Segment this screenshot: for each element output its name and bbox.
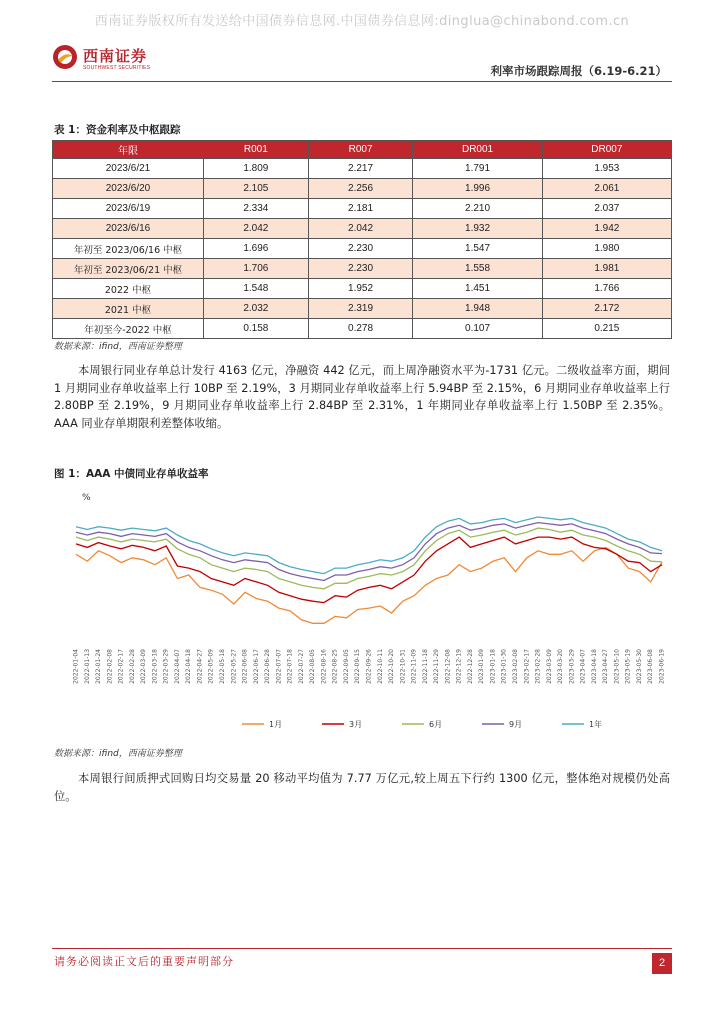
figure-caption: 图 1：AAA 中债同业存单收益率	[54, 468, 209, 480]
x-tick-label: 2023-05-30	[635, 649, 643, 684]
table-cell: 年初至 2023/06/16 中枢	[53, 239, 204, 259]
table-cell: 0.158	[204, 319, 309, 339]
x-tick-label: 2023-01-30	[500, 649, 508, 684]
table-header-cell: DR007	[542, 141, 671, 159]
table-cell: 2.230	[308, 259, 413, 279]
x-tick-label: 2022-07-07	[275, 649, 283, 684]
x-tick-label: 2023-04-27	[602, 649, 610, 684]
ncd-yield-chart	[56, 486, 672, 736]
x-tick-label: 2022-03-18	[151, 649, 159, 684]
table-cell: 2.105	[204, 179, 309, 199]
x-tick-label: 2022-11-29	[433, 649, 441, 684]
x-tick-label: 2022-09-26	[365, 649, 373, 684]
x-tick-label: 2022-04-07	[173, 649, 181, 684]
series-line-4	[76, 517, 662, 574]
table-row	[53, 239, 672, 259]
table-header-row	[53, 141, 672, 159]
logo-text-cn: 西南证券	[83, 47, 148, 65]
legend-label: 3月	[349, 720, 363, 729]
table-row	[53, 159, 672, 179]
header-divider	[52, 81, 672, 82]
table-cell: 2.181	[308, 199, 413, 219]
x-tick-label: 2022-05-27	[230, 649, 238, 684]
x-tick-label: 2023-06-08	[647, 649, 655, 684]
logo-text-en: SOUTHWEST SECURITIES	[83, 65, 151, 71]
table-cell: 1.942	[542, 219, 671, 239]
table-cell: 2.334	[204, 199, 309, 219]
table-row	[53, 199, 672, 219]
x-tick-label: 2022-11-09	[410, 649, 418, 684]
x-tick-label: 2022-08-05	[309, 649, 317, 684]
table-cell: 2.230	[308, 239, 413, 259]
x-tick-label: 2023-03-20	[557, 649, 565, 684]
x-tick-label: 2022-01-13	[83, 649, 91, 684]
table-cell: 2023/6/16	[53, 219, 204, 239]
x-tick-label: 2022-11-18	[421, 649, 429, 684]
table-cell: 1.766	[542, 279, 671, 299]
x-tick-label: 2022-12-08	[444, 649, 452, 684]
table-cell: 1.981	[542, 259, 671, 279]
x-tick-label: 2023-01-18	[489, 649, 497, 684]
x-tick-label: 2023-04-07	[579, 649, 587, 684]
x-tick-label: 2022-05-09	[207, 649, 215, 684]
table-cell: 2.217	[308, 159, 413, 179]
table-cell: 2.210	[413, 199, 542, 219]
table-cell: 年初至今-2022 中枢	[53, 319, 204, 339]
table-cell: 2022 中枢	[53, 279, 204, 299]
legend-label: 1月	[269, 720, 283, 729]
table-cell: 2.042	[308, 219, 413, 239]
table-cell: 2.032	[204, 299, 309, 319]
x-tick-label: 2022-07-27	[297, 649, 305, 684]
x-tick-label: 2022-12-19	[455, 649, 463, 684]
x-tick-label: 2022-09-05	[342, 649, 350, 684]
table-row	[53, 259, 672, 279]
table-cell: 1.948	[413, 299, 542, 319]
x-tick-label: 2022-10-11	[376, 649, 384, 684]
table-header-cell: DR001	[413, 141, 542, 159]
watermark: 西南证券版权所有发送给中国债券信息网.中国债券信息网:dinglua@chinabond.com.cn	[94, 14, 630, 29]
paragraph-repo-volume: 本周银行间质押式回购日均交易量 20 移动平均值为 7.77 万亿元,较上周五下行约 1300 亿元，整体绝对规模仍处高位。	[54, 772, 670, 803]
figure-source-note: 数据来源：ifind，西南证券整理	[54, 749, 182, 759]
legend-label: 9月	[509, 720, 523, 729]
table-cell: 0.215	[542, 319, 671, 339]
table-cell: 2021 中枢	[53, 299, 204, 319]
table-cell: 2023/6/19	[53, 199, 204, 219]
rates-table	[52, 140, 672, 339]
table-cell: 2.172	[542, 299, 671, 319]
table-cell: 2.256	[308, 179, 413, 199]
table-cell: 2.319	[308, 299, 413, 319]
x-tick-label: 2023-02-28	[534, 649, 542, 684]
x-tick-label: 2023-03-29	[568, 649, 576, 684]
x-tick-label: 2022-04-18	[185, 649, 193, 684]
table-cell: 2023/6/21	[53, 159, 204, 179]
x-tick-label: 2022-05-18	[219, 649, 226, 684]
x-tick-label: 2022-06-17	[252, 649, 260, 684]
table-cell: 2023/6/20	[53, 179, 204, 199]
x-tick-label: 2023-02-17	[523, 649, 531, 684]
paragraph-ncd-issuance: 本周银行同业存单总计发行 4163 亿元，净融资 442 亿元，而上周净融资水平为-1731 亿元。二级收益率方面，期间 1 月期同业存单收益率上行 10BP 至 2.19%，3 月期同业存单收益率上行 5.94BP 至 2.15%，6 月期同业存单收益率上行 2.80BP 至 2.19%，9 月期同业存单收益率上行 2.84BP 至 2.31%，1 年期同业存单收益率上行 1.50BP 至 2.35%。AAA 同业存单期限利差整体收缩。	[54, 364, 670, 430]
report-title: 利率市场跟踪周报（6.19-6.21）	[490, 64, 667, 78]
table-cell: 1.952	[308, 279, 413, 299]
table-cell: 1.932	[413, 219, 542, 239]
x-tick-label: 2022-02-17	[117, 649, 125, 684]
table-row	[53, 299, 672, 319]
table-row	[53, 279, 672, 299]
x-tick-label: 2023-05-10	[613, 649, 621, 684]
x-tick-label: 2022-07-18	[286, 649, 294, 684]
table-source-note: 数据来源：ifind，西南证券整理	[54, 342, 182, 352]
x-tick-label: 2022-12-28	[466, 649, 474, 684]
legend-label: 6月	[429, 720, 443, 729]
table-caption: 表 1：资金利率及中枢跟踪	[54, 124, 181, 136]
table-cell: 1.558	[413, 259, 542, 279]
x-tick-label: 2023-06-19	[658, 649, 666, 684]
x-tick-label: 2022-08-25	[331, 649, 339, 684]
table-cell: 1.809	[204, 159, 309, 179]
table-cell: 1.791	[413, 159, 542, 179]
page-number: 2	[652, 953, 672, 974]
x-tick-label: 2022-06-08	[241, 649, 249, 684]
table-cell: 1.996	[413, 179, 542, 199]
x-tick-label: 2023-01-09	[478, 649, 486, 684]
y-axis-unit: %	[82, 493, 91, 503]
x-tick-label: 2022-03-09	[140, 649, 148, 684]
footer-disclaimer: 请务必阅读正文后的重要声明部分	[54, 955, 234, 968]
x-tick-label: 2022-01-04	[72, 649, 80, 684]
x-tick-label: 2022-03-29	[162, 649, 170, 684]
table-cell: 0.278	[308, 319, 413, 339]
footer-divider	[52, 948, 672, 949]
table-cell: 0.107	[413, 319, 542, 339]
x-tick-label: 2022-04-27	[196, 649, 204, 684]
x-tick-label: 2023-05-19	[624, 649, 632, 684]
x-tick-label: 2023-04-18	[590, 649, 598, 684]
table-header-cell: 年限	[53, 141, 204, 159]
table-cell: 1.547	[413, 239, 542, 259]
table-header-cell: R001	[204, 141, 309, 159]
table-cell: 2.061	[542, 179, 671, 199]
table-cell: 1.548	[204, 279, 309, 299]
x-tick-label: 2022-10-20	[388, 649, 396, 684]
table-cell: 2.037	[542, 199, 671, 219]
x-tick-label: 2022-02-28	[128, 649, 136, 684]
x-tick-label: 2022-09-15	[354, 649, 362, 684]
company-logo	[52, 44, 172, 74]
x-tick-label: 2022-06-28	[264, 649, 272, 684]
table-row	[53, 219, 672, 239]
series-line-0	[76, 547, 662, 623]
table-cell: 1.696	[204, 239, 309, 259]
legend-label: 1年	[589, 720, 603, 729]
table-header-cell: R007	[308, 141, 413, 159]
x-tick-label: 2023-03-09	[545, 649, 553, 684]
table-cell: 2.042	[204, 219, 309, 239]
logo-mark-icon	[52, 44, 78, 70]
x-tick-label: 2022-02-08	[106, 649, 114, 684]
table-row	[53, 179, 672, 199]
table-cell: 1.451	[413, 279, 542, 299]
x-tick-label: 2022-01-24	[95, 649, 103, 684]
table-cell: 年初至 2023/06/21 中枢	[53, 259, 204, 279]
x-tick-label: 2023-02-08	[512, 649, 519, 684]
x-tick-label: 2022-08-16	[320, 649, 328, 684]
table-cell: 1.953	[542, 159, 671, 179]
table-row	[53, 319, 672, 339]
table-cell: 1.706	[204, 259, 309, 279]
table-cell: 1.980	[542, 239, 671, 259]
x-tick-label: 2022-10-31	[399, 649, 407, 684]
